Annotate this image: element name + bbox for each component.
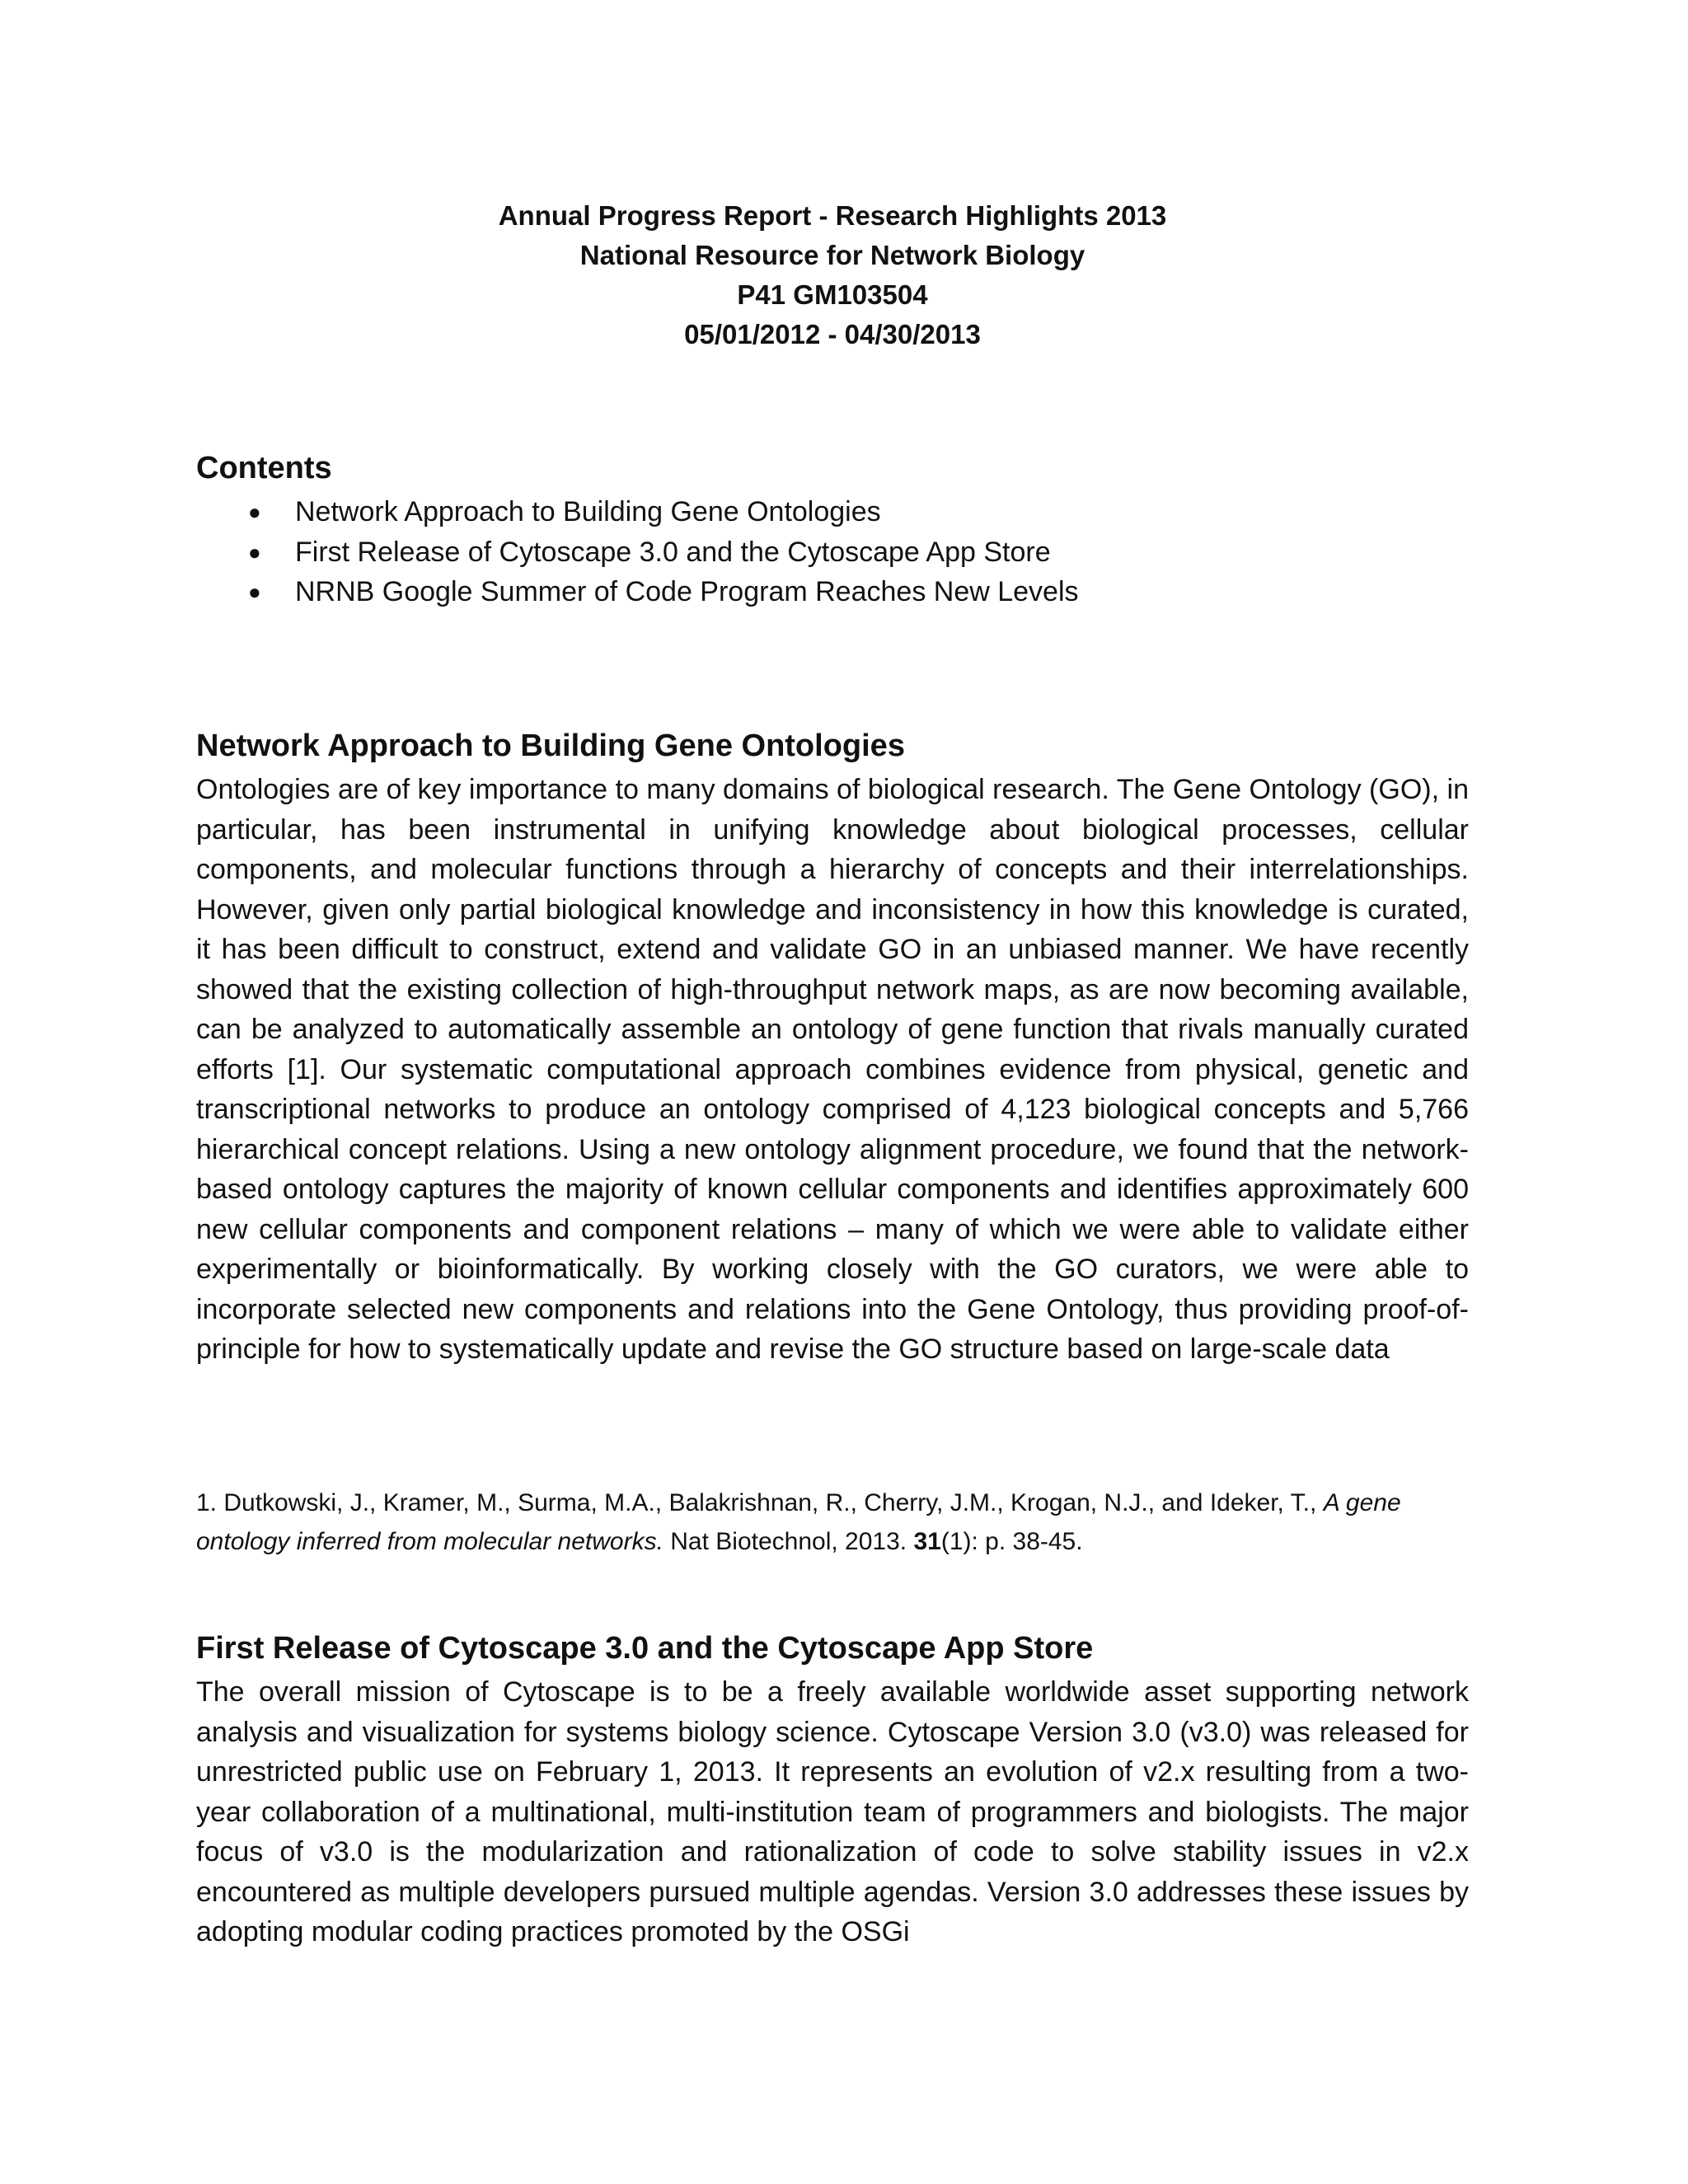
bullet-icon: ● [248,579,261,604]
section-body-gene-ontologies: Ontologies are of key importance to many domains of biological research. The Gene Ontology (GO), in particular, has been instrumental in unifying knowledge about biological processes, cellular components, and molecular functions through a hierarchy of concepts and their interrelationships. However, given only partial biological knowledge and inconsistency in how this knowledge is curated, it has been difficult to construct, extend and validate GO in an unbiased manner. We have recently showed that the existing collection of high-throughput network maps, as are now becoming available, can be analyzed to automatically assemble an ontology of gene function that rivals manually curated efforts [1]. Our systematic computational approach combines evidence from physical, genetic and transcriptional networks to produce an ontology comprised of 4,123 biological concepts and 5,766 hierarchical concept relations. Using a new ontology alignment procedure, we found that the network-based ontology captures the majority of known cellular components and identifies approximately 600 new cellular components and component relations – many of which we were able to validate either experimentally or bioinformatically. By working closely with the GO curators, we were able to incorporate selected new components and relations into the Gene Ontology, thus providing proof-of-principle for how to systematically update and revise the GO structure based on large-scale data [196,774,1469,1365]
contents-item-label: Network Approach to Building Gene Ontologies [295,496,881,527]
list-item [196,572,1079,612]
contents-item-label: NRNB Google Summer of Code Program Reaches New Levels [295,576,1079,607]
list-item [196,492,1079,532]
section-body-cytoscape: The overall mission of Cytoscape is to be a freely available worldwide asset supporting network analysis and visualization for systems biology science. Cytoscape Version 3.0 (v3.0) was released for unrestricted public use on February 1, 2013. It represents an evolution of v2.x resulting from a two-year collaboration of a multinational, multi-institution team of programmers and biologists. The major focus of v3.0 is the modularization and rationalization of code to solve stability issues in v2.x encountered as multiple developers pursued multiple agendas. Version 3.0 addresses these issues by adopting modular coding practices promoted by the OSGi [196,1676,1469,1947]
resource-name: National Resource for Network Biology [579,240,1085,270]
reference-citation [196,1483,1469,1561]
reference-pages: (1): p. 38-45. [940,1528,1083,1555]
bullet-icon: ● [248,539,261,565]
bullet-icon: ● [248,499,261,524]
reference-authors: 1. Dutkowski, J., Kramer, M., Surma, M.A., Balakrishnan, R., Cherry, J.M., Krogan, N.J., and Ideker, T., [196,1489,1324,1516]
contents-item-label: First Release of Cytoscape 3.0 and the Cytoscape App Store [295,536,1051,568]
report-period: 05/01/2012 - 04/30/2013 [684,319,981,349]
list-item [196,532,1079,573]
reference-journal: Nat Biotechnol, 2013. [663,1528,914,1555]
reference-volume: 31 [913,1528,941,1555]
reference-title: A gene ontology inferred from molecular networks. [196,1489,1401,1555]
grant-number: P41 GM103504 [737,279,928,310]
contents-heading: Contents [196,451,332,485]
section-heading-cytoscape: First Release of Cytoscape 3.0 and the Cytoscape App Store [196,1631,1094,1666]
section-heading-gene-ontologies: Network Approach to Building Gene Ontologies [196,729,905,763]
contents-list [196,492,1079,612]
report-title: Annual Progress Report - Research Highlights 2013 [498,200,1167,231]
report-header [196,196,1469,354]
